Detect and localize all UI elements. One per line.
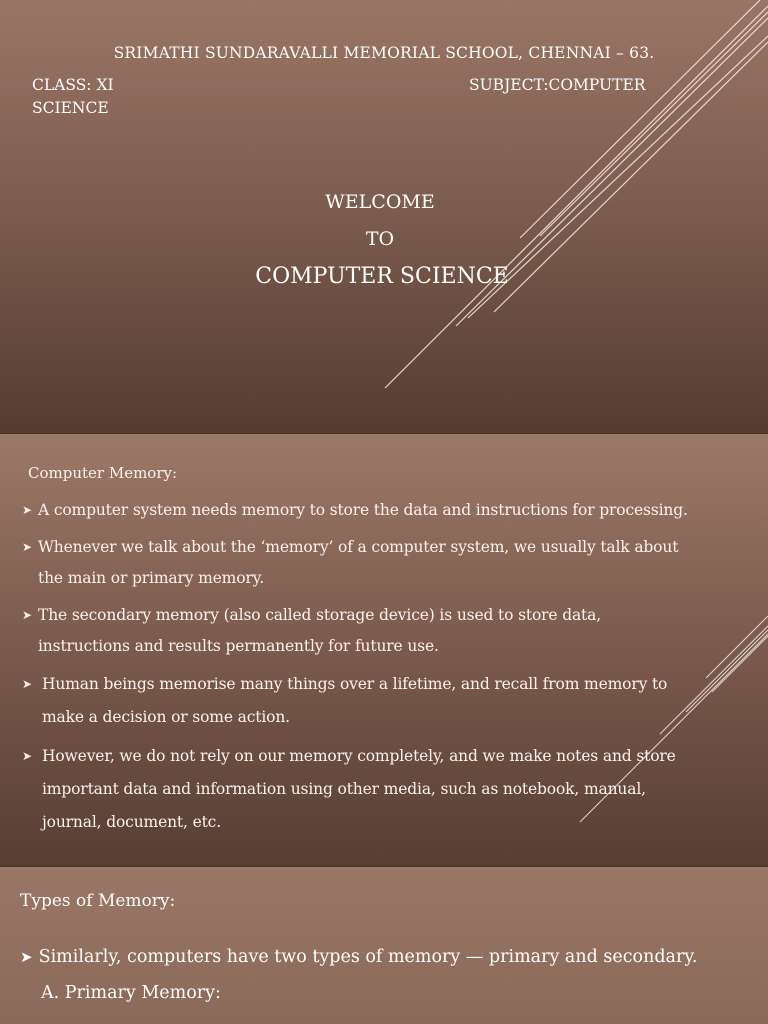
list-item-text: Similarly, computers have two types of memory — primary and secondary. [38, 947, 698, 967]
to-text: TO [365, 228, 395, 250]
list-item [22, 495, 762, 526]
list-item [22, 740, 762, 839]
arrowhead-bullet-icon: ➤ [22, 749, 32, 763]
title-slide [0, 0, 768, 433]
list-item-text: make a decision or some action. [42, 708, 290, 726]
list-item-text: A computer system needs memory to store the data and instructions for processing. [38, 501, 688, 519]
school-name: SRIMATHI SUNDARAVALLI MEMORIAL SCHOOL, CHENNAI – 63. [113, 44, 655, 62]
subject-label: SUBJECT:COMPUTER [469, 76, 646, 94]
list-item [22, 532, 762, 594]
types-of-memory-slide [0, 866, 768, 1024]
section-heading: Computer Memory: [28, 464, 178, 482]
list-item [22, 600, 762, 662]
arrowhead-bullet-icon: ➤ [22, 503, 32, 517]
list-item-text: journal, document, etc. [42, 813, 221, 831]
list-item [22, 668, 762, 734]
list-item [20, 947, 697, 967]
list-item-text: the main or primary memory. [38, 569, 264, 587]
arrowhead-bullet-icon: ➤ [22, 540, 32, 554]
memory-slide [0, 433, 768, 866]
decorative-diagonal-lines [0, 0, 768, 433]
list-item-text: important data and information using other media, such as notebook, manual, [42, 780, 646, 798]
arrowhead-bullet-icon: ➤ [22, 677, 32, 691]
list-item-text: Human beings memorise many things over a lifetime, and recall from memory to [42, 675, 668, 693]
subject-continuation: SCIENCE [32, 99, 109, 117]
sub-heading: A. Primary Memory: [41, 983, 221, 1003]
list-item-text: Whenever we talk about the ‘memory’ of a computer system, we usually talk about [38, 538, 679, 556]
slide-title: COMPUTER SCIENCE [255, 264, 509, 289]
list-item-text: The secondary memory (also called storage device) is used to store data, [38, 606, 602, 624]
memory-content [22, 464, 762, 845]
list-item-text: However, we do not rely on our memory completely, and we make notes and store [42, 747, 676, 765]
arrowhead-bullet-icon: ➤ [22, 608, 32, 622]
section-heading: Types of Memory: [20, 891, 176, 911]
list-item-text: instructions and results permanently for future use. [38, 637, 439, 655]
class-label: CLASS: XI [32, 76, 114, 94]
welcome-text: WELCOME [325, 191, 435, 213]
arrowhead-bullet-icon: ➤ [20, 948, 33, 966]
